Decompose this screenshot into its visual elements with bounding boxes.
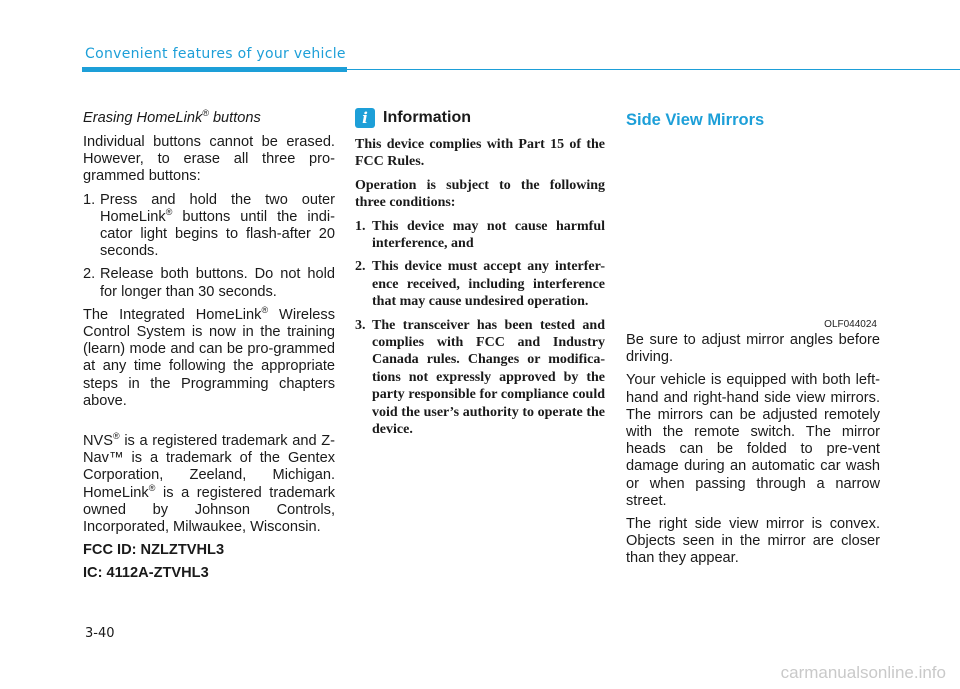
condition-text: The transceiver has been tested and complies with FCC and Industry Canada rules. Changes or modifica-tions not expressly approved by the party responsible for compliance could void the user’s authority to operate the device.: [372, 317, 605, 438]
fcc-id: FCC ID: NZLZTVHL3: [83, 542, 225, 559]
registered-mark: ®: [261, 304, 269, 315]
erase-step-2: [83, 266, 335, 300]
subheading-text: Erasing HomeLink: [83, 110, 203, 126]
condition-number: 1.: [355, 218, 366, 234]
step-text-a: Press and hold the two outer HomeLink: [100, 191, 335, 225]
step-text: [100, 192, 335, 261]
section-header-title: Convenient features of your vehicle: [85, 46, 346, 62]
condition-item: [355, 317, 605, 439]
registered-mark: ®: [202, 108, 209, 118]
column-side-mirrors: [626, 108, 880, 574]
registered-mark: ®: [148, 482, 156, 493]
mirror-illustration: [626, 130, 880, 332]
conditions-intro: Operation is subject to the following three conditions:: [355, 177, 605, 211]
step-number: 1.: [83, 191, 96, 208]
condition-number: 2.: [355, 259, 366, 275]
condition-number: 3.: [355, 317, 366, 333]
erase-subheading: [83, 110, 335, 126]
step-text: Release both buttons. Do not hold for longer than 30 seconds.: [100, 266, 335, 300]
tm-text-a: NVS: [83, 433, 114, 450]
training-mode-paragraph: [83, 304, 335, 410]
erase-step-1: [83, 192, 335, 261]
registered-mark: ®: [113, 431, 120, 442]
condition-item: [355, 218, 605, 253]
erase-intro: Individual buttons cannot be erased. However, to erase all three pro-grammed buttons:: [83, 134, 335, 185]
information-heading: [355, 108, 605, 128]
condition-text: This device must accept any interfer-ence received, including interference that may cause undesired operation.: [372, 259, 605, 310]
image-code: OLF044024: [824, 319, 877, 330]
column-homelink-erase: [83, 108, 335, 589]
para-text-b: Wireless Control System is now in the training (learn) mode and can be pro-grammed at any time following the appropriate steps in the Programming chapters above.: [83, 306, 335, 409]
condition-text: This device may not cause harmful interference, and: [372, 218, 605, 252]
mirror-adjust-text: Be sure to adjust mirror angles before driving.: [626, 332, 880, 366]
column-information: [355, 108, 605, 445]
subheading-tail: buttons: [208, 110, 261, 126]
info-icon: i: [355, 108, 375, 128]
step-text-b: buttons until the indi-cator light begins to flash-after 20 seconds.: [100, 208, 335, 260]
registered-mark: ®: [165, 206, 173, 217]
mirror-equipment-text: Your vehicle is equipped with both left-hand and right-hand side view mirrors. The mirrors can be adjusted remotely with the remote switch. The mirror heads can be folded to pre-vent damage during an automatic car wash or when passing through a narrow street.: [626, 372, 880, 509]
condition-item: [355, 258, 605, 310]
step-number: 2.: [83, 266, 96, 283]
tm-text-b: is a registered trademark and Z-Nav™ is a trademark of the Gentex Corporation, Zeeland, Michigan. HomeLink: [83, 433, 335, 501]
watermark: carmanualsonline.info: [780, 663, 946, 682]
header-accent-bar: [82, 67, 347, 72]
para-text-a: The Integrated HomeLink: [83, 306, 262, 323]
page-number: 3-40: [85, 626, 115, 641]
side-mirrors-title: Side View Mirrors: [626, 111, 765, 129]
fcc-compliance-text: This device complies with Part 15 of the FCC Rules.: [355, 137, 605, 170]
convex-mirror-text: The right side view mirror is convex. Objects seen in the mirror are closer than they appear.: [626, 516, 880, 567]
tm-text-c: is a registered trademark owned by Johnson Controls, Incorporated, Milwaukee, Wisconsin.: [83, 484, 335, 536]
header-rule: [347, 69, 960, 70]
trademark-paragraph: [83, 433, 335, 536]
ic-id: IC: 4112A-ZTVHL3: [83, 565, 209, 582]
information-title: Information: [383, 109, 471, 126]
